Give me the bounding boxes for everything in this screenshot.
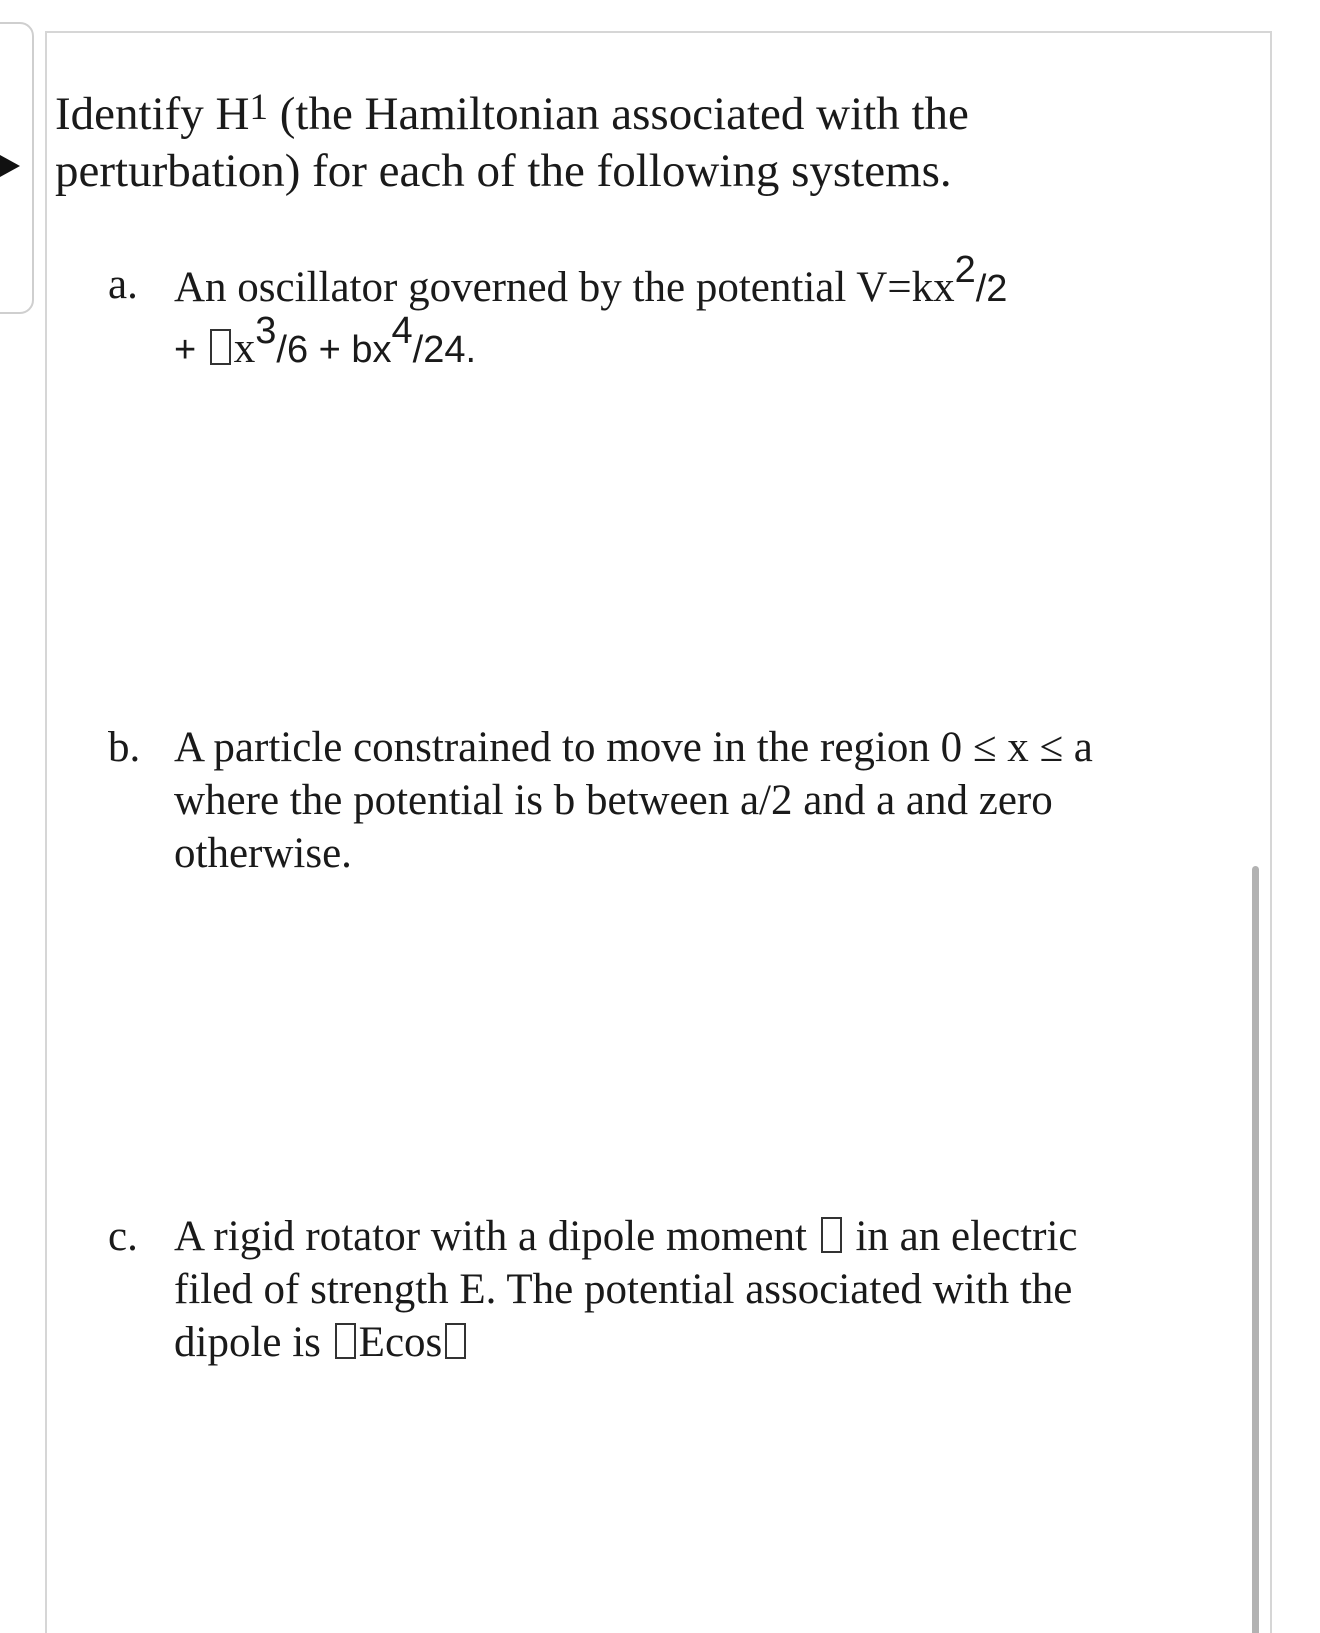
item-a-body (174, 249, 1104, 380)
item-c-text-2: in an electric filed of strength E. The potential associated with the dipole is (174, 1213, 1078, 1366)
intro-superscript: 1 (249, 87, 268, 128)
intro-text-2: (the Hamiltonian associated with the perturbation) for each of the following systems. (55, 88, 969, 197)
item-a-sup-1: 2 (954, 249, 976, 291)
list-item-b (108, 721, 1108, 880)
item-c-letter: c. (108, 1213, 138, 1260)
item-a-text-3: + (174, 329, 207, 371)
item-b-body: A particle constrained to move in the region 0 ≤ x ≤ a where the potential is b between a/2 and a and zero otherwise. (174, 724, 1093, 877)
item-a-sup-2: 3 (255, 310, 277, 352)
item-a-text-4: x (233, 325, 256, 372)
item-a-letter: a. (108, 261, 138, 308)
item-a-text-1: An oscillator governed by the potential V=kx (174, 264, 955, 311)
scrollbar[interactable] (1252, 866, 1259, 1633)
question-intro (55, 86, 1205, 200)
item-c-body (174, 1210, 1104, 1369)
missing-glyph-icon (821, 1217, 842, 1253)
intro-text-1: Identify H (55, 88, 250, 140)
missing-glyph-icon (445, 1323, 466, 1359)
list-item-c (108, 1210, 1108, 1369)
item-a-text-2: /2 (975, 268, 1008, 310)
item-c-text-1: A rigid rotator with a dipole moment (174, 1213, 818, 1260)
missing-glyph-icon (210, 329, 231, 365)
missing-glyph-icon (335, 1323, 356, 1359)
item-b-letter: b. (108, 724, 141, 771)
item-a-sup-3: 4 (391, 310, 413, 352)
expand-arrow-icon[interactable] (0, 155, 20, 177)
list-item-a (108, 249, 1108, 380)
item-a-text-6: /24. (412, 329, 477, 371)
item-c-text-3: Ecos (358, 1319, 443, 1366)
item-a-text-5: /6 + bx (276, 329, 392, 371)
